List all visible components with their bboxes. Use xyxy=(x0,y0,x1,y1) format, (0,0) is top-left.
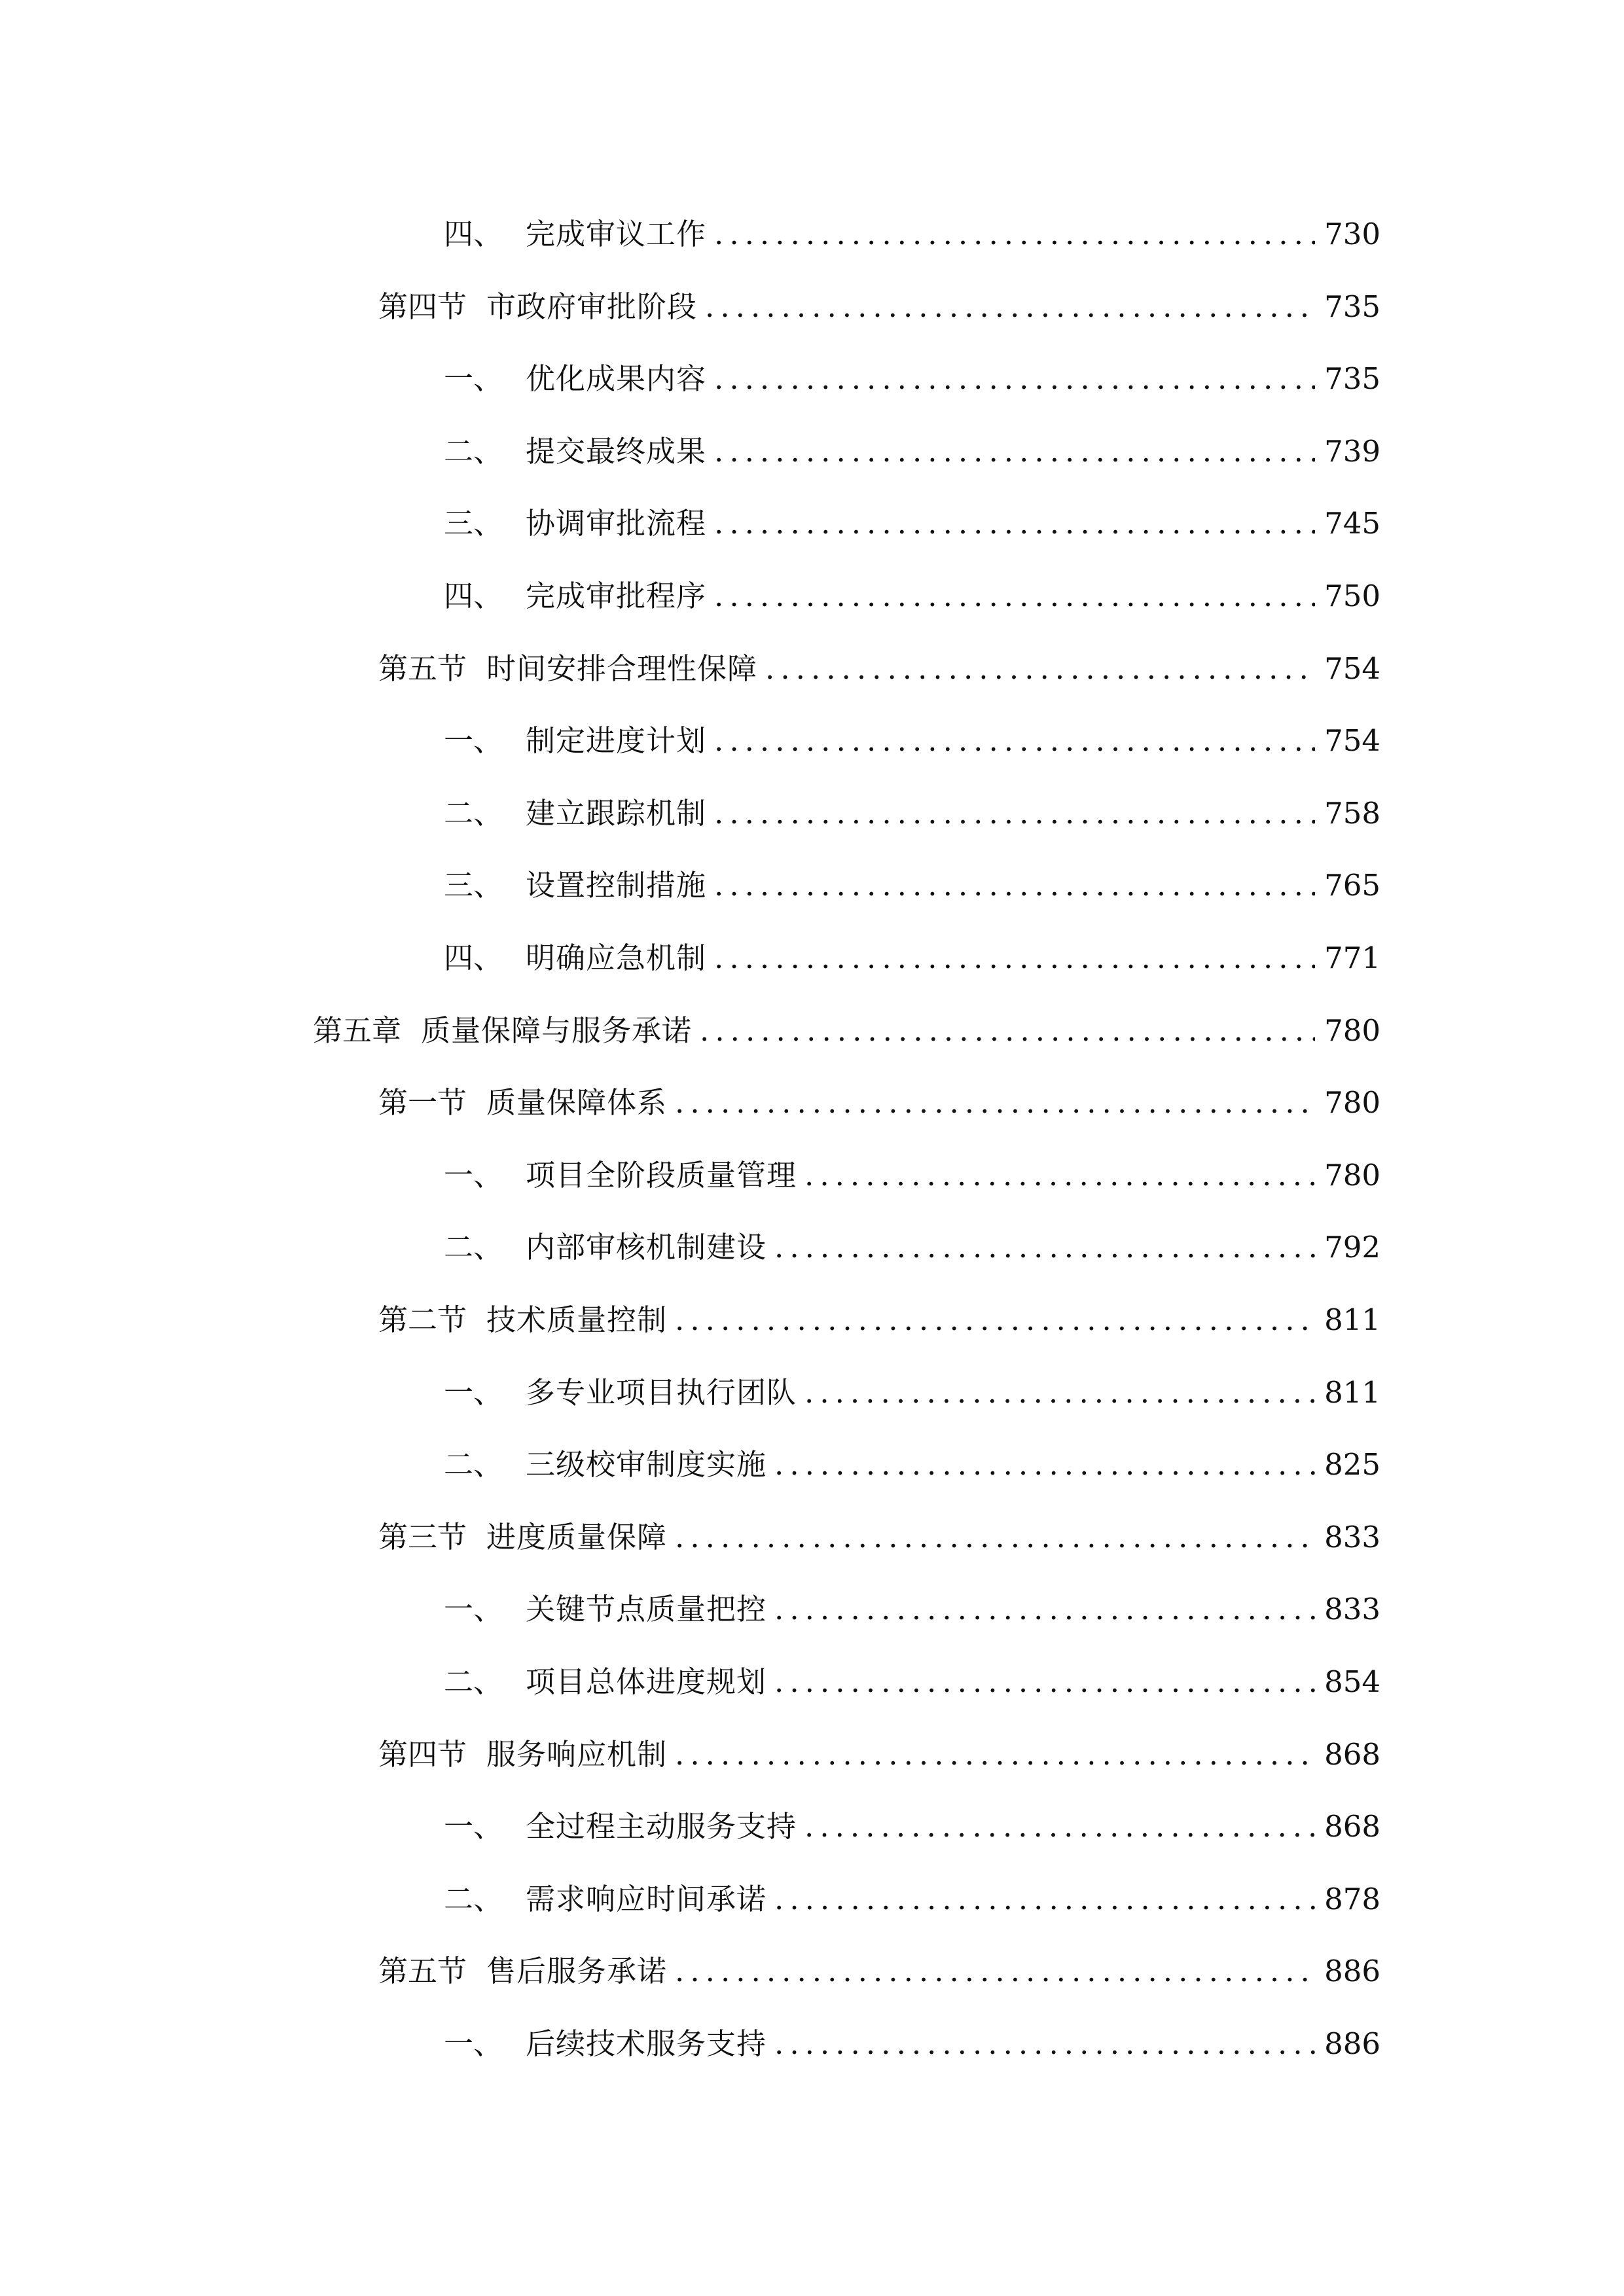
toc-entry-page: 754 xyxy=(1324,651,1380,686)
toc-entry-title: 完成审议工作 xyxy=(526,217,707,251)
toc-entry-page: 878 xyxy=(1324,1881,1380,1916)
toc-entry-number: 第一节 xyxy=(378,1085,467,1121)
toc-dot-leader xyxy=(774,1445,1315,1484)
toc-entry-number: 一、 xyxy=(444,1157,503,1193)
toc-entry-title: 建立跟踪机制 xyxy=(526,795,707,831)
toc-entry-number: 二、 xyxy=(444,795,503,831)
toc-dot-leader xyxy=(804,1156,1315,1195)
toc-entry-number: 三、 xyxy=(444,506,503,541)
toc-entry[interactable] xyxy=(444,1136,1380,1195)
toc-entry-number: 第三节 xyxy=(378,1519,467,1554)
toc-entry-number: 第五节 xyxy=(378,651,467,686)
toc-entry-page: 771 xyxy=(1324,941,1380,975)
toc-entry-title: 优化成果内容 xyxy=(526,361,707,397)
toc-dot-leader xyxy=(675,1300,1315,1340)
toc-entry-page: 886 xyxy=(1324,1954,1380,1989)
toc-entry-page: 745 xyxy=(1324,506,1380,541)
toc-dot-leader xyxy=(714,721,1315,761)
toc-entry[interactable] xyxy=(444,340,1380,399)
toc-entry-title: 服务响应机制 xyxy=(486,1736,668,1772)
toc-entry-number: 四、 xyxy=(444,941,503,975)
toc-entry-page: 735 xyxy=(1324,289,1380,324)
toc-dot-leader xyxy=(705,287,1315,327)
toc-entry-title: 明确应急机制 xyxy=(526,941,707,975)
toc-entry-number: 二、 xyxy=(444,1881,503,1916)
toc-dot-leader xyxy=(774,1880,1315,1919)
toc-entry-page: 825 xyxy=(1324,1447,1380,1482)
toc-entry[interactable] xyxy=(444,919,1380,978)
toc-entry-number: 一、 xyxy=(444,1809,503,1844)
toc-entry[interactable] xyxy=(378,1932,1380,1991)
toc-dot-leader xyxy=(714,794,1315,833)
toc-entry-page: 739 xyxy=(1324,433,1380,469)
toc-dot-leader xyxy=(675,1518,1315,1557)
toc-entry[interactable] xyxy=(444,2005,1380,2064)
toc-entry-title: 质量保障与服务承诺 xyxy=(421,1013,693,1048)
toc-entry-title: 项目总体进度规划 xyxy=(526,1664,767,1699)
toc-dot-leader xyxy=(714,504,1315,543)
toc-entry[interactable] xyxy=(444,1643,1380,1702)
toc-entry-page: 868 xyxy=(1324,1736,1380,1772)
toc-entry[interactable] xyxy=(444,702,1380,761)
toc-entry-number: 二、 xyxy=(444,1664,503,1699)
toc-entry[interactable] xyxy=(444,774,1380,833)
toc-entry-title: 售后服务承诺 xyxy=(486,1954,668,1989)
toc-entry-page: 780 xyxy=(1324,1085,1380,1121)
toc-entry-title: 进度质量保障 xyxy=(486,1519,668,1554)
toc-entry[interactable] xyxy=(378,1715,1380,1774)
toc-entry-title: 三级校审制度实施 xyxy=(526,1447,767,1482)
toc-entry-page: 765 xyxy=(1324,868,1380,903)
toc-dot-leader xyxy=(714,866,1315,905)
toc-entry-title: 提交最终成果 xyxy=(526,433,707,469)
toc-dot-leader xyxy=(765,649,1315,689)
toc-dot-leader xyxy=(714,215,1315,254)
toc-entry-title: 时间安排合理性保障 xyxy=(486,651,758,686)
toc-entry-title: 内部审核机制建设 xyxy=(526,1230,767,1265)
toc-entry[interactable] xyxy=(444,1570,1380,1629)
toc-entry-title: 项目全阶段质量管理 xyxy=(526,1157,797,1193)
toc-dot-leader xyxy=(700,1011,1315,1050)
toc-entry-title: 需求响应时间承诺 xyxy=(526,1881,767,1916)
toc-entry-title: 协调审批流程 xyxy=(526,506,707,541)
toc-entry-page: 811 xyxy=(1324,1302,1380,1337)
toc-entry[interactable] xyxy=(444,195,1380,254)
toc-dot-leader xyxy=(714,577,1315,616)
toc-entry[interactable] xyxy=(444,1354,1380,1412)
toc-entry-page: 780 xyxy=(1324,1157,1380,1193)
toc-entry-number: 一、 xyxy=(444,2026,503,2061)
toc-entry[interactable] xyxy=(313,992,1380,1050)
toc-dot-leader xyxy=(774,1662,1315,1702)
toc-entry[interactable] xyxy=(444,1426,1380,1484)
toc-entry-number: 一、 xyxy=(444,723,503,759)
toc-entry-number: 第二节 xyxy=(378,1302,467,1337)
toc-entry-page: 730 xyxy=(1324,217,1380,251)
toc-entry-page: 754 xyxy=(1324,723,1380,759)
toc-entry-page: 854 xyxy=(1324,1664,1380,1699)
toc-entry[interactable] xyxy=(444,412,1380,471)
toc-entry-page: 750 xyxy=(1324,579,1380,613)
toc-dot-leader xyxy=(714,939,1315,978)
toc-dot-leader xyxy=(804,1807,1315,1846)
toc-entry-number: 一、 xyxy=(444,1374,503,1410)
toc-entry[interactable] xyxy=(378,268,1380,327)
toc-entry-page: 868 xyxy=(1324,1809,1380,1844)
toc-dot-leader xyxy=(774,2024,1315,2064)
toc-entry-number: 三、 xyxy=(444,868,503,903)
toc-dot-leader xyxy=(675,1735,1315,1774)
toc-entry-title: 后续技术服务支持 xyxy=(526,2026,767,2061)
toc-entry-page: 886 xyxy=(1324,2026,1380,2061)
toc-entry-title: 全过程主动服务支持 xyxy=(526,1809,797,1844)
toc-entry[interactable] xyxy=(378,1281,1380,1340)
toc-entry[interactable] xyxy=(444,557,1380,616)
toc-entry-page: 811 xyxy=(1324,1374,1380,1410)
toc-entry-page: 780 xyxy=(1324,1013,1380,1048)
toc-entry-title: 多专业项目执行团队 xyxy=(526,1374,797,1410)
toc-entry[interactable] xyxy=(378,1498,1380,1557)
toc-entry[interactable] xyxy=(378,630,1380,689)
toc-entry-page: 792 xyxy=(1324,1230,1380,1265)
toc-dot-leader xyxy=(675,1952,1315,1991)
toc-dot-leader xyxy=(774,1590,1315,1629)
toc-entry-number: 第四节 xyxy=(378,289,467,324)
toc-entry-number: 第五节 xyxy=(378,1954,467,1989)
toc-entry[interactable] xyxy=(378,1064,1380,1122)
toc-entry-title: 设置控制措施 xyxy=(526,868,707,903)
toc-dot-leader xyxy=(714,359,1315,399)
toc-entry-number: 二、 xyxy=(444,433,503,469)
toc-entry[interactable] xyxy=(444,1860,1380,1919)
toc-dot-leader xyxy=(714,432,1315,471)
toc-entry-page: 833 xyxy=(1324,1592,1380,1627)
toc-entry-title: 技术质量控制 xyxy=(486,1302,668,1337)
toc-entry-number: 四、 xyxy=(444,579,503,613)
toc-entry-number: 四、 xyxy=(444,217,503,251)
toc-entry-title: 完成审批程序 xyxy=(526,579,707,613)
toc-entry-number: 二、 xyxy=(444,1447,503,1482)
toc-entry-page: 833 xyxy=(1324,1519,1380,1554)
toc-dot-leader xyxy=(804,1373,1315,1412)
toc-entry-title: 市政府审批阶段 xyxy=(486,289,698,324)
toc-entry-title: 制定进度计划 xyxy=(526,723,707,759)
toc-dot-leader xyxy=(675,1083,1315,1122)
toc-entry-number: 二、 xyxy=(444,1230,503,1265)
toc-entry-title: 质量保障体系 xyxy=(486,1085,668,1121)
toc-entry-number: 第四节 xyxy=(378,1736,467,1772)
toc-entry[interactable] xyxy=(444,1208,1380,1267)
toc-entry[interactable] xyxy=(444,484,1380,543)
toc-entry[interactable] xyxy=(444,1787,1380,1846)
toc-entry-page: 758 xyxy=(1324,795,1380,831)
toc-entry-title: 关键节点质量把控 xyxy=(526,1592,767,1627)
toc-entry-number: 一、 xyxy=(444,361,503,397)
toc-entry[interactable] xyxy=(444,846,1380,905)
toc-entry-number: 一、 xyxy=(444,1592,503,1627)
toc-entry-page: 735 xyxy=(1324,361,1380,397)
toc-dot-leader xyxy=(774,1228,1315,1267)
toc-entry-number: 第五章 xyxy=(313,1013,402,1048)
